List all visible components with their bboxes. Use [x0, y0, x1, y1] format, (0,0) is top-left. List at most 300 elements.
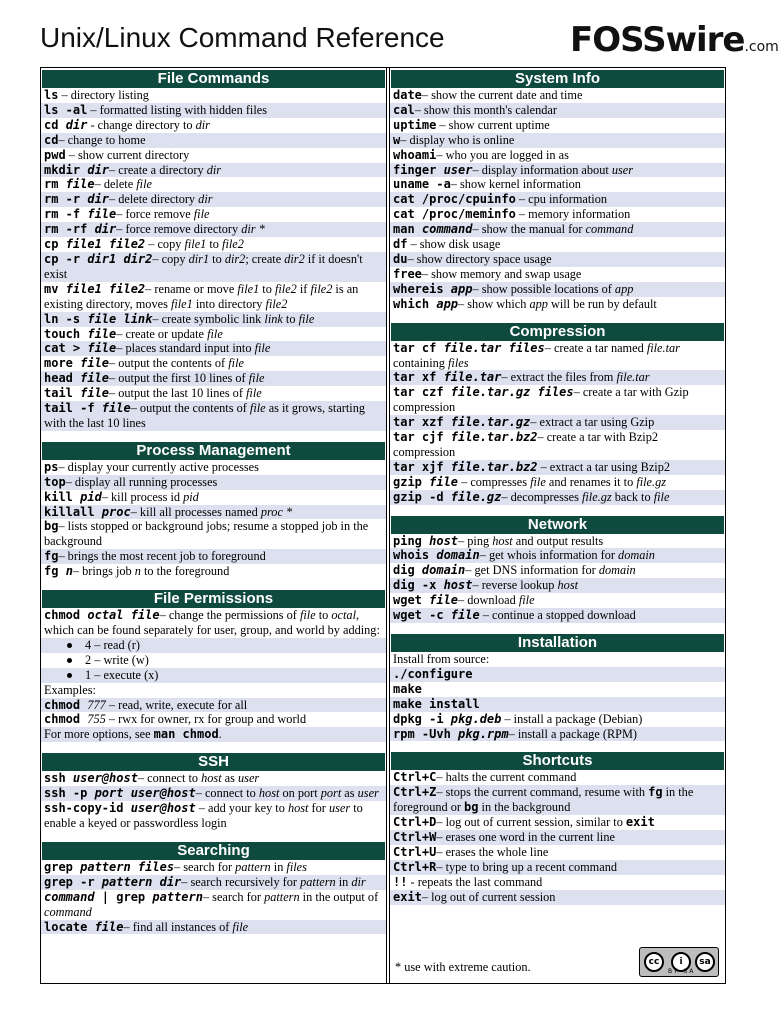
reference-entry [390, 415, 725, 430]
description-text: dir [195, 117, 210, 132]
description-text: pattern [235, 859, 271, 874]
description-text: – show which [458, 296, 530, 311]
command-text: file [450, 608, 480, 623]
reference-entry [390, 207, 725, 222]
command-text: cd [44, 132, 59, 147]
description-text: – continue a stopped download [479, 608, 636, 623]
description-text: – show disk usage [407, 237, 501, 252]
description-text: – search recursively for [181, 874, 301, 889]
reference-entry [41, 192, 386, 207]
command-text: mkdir [44, 162, 88, 177]
description-text: – reverse lookup [472, 578, 558, 593]
description-text: – create a tar named [544, 340, 647, 355]
description-text: file [530, 474, 546, 489]
description-text: – add your key to [195, 801, 288, 816]
description-text: host [492, 533, 513, 548]
description-text: – delete [94, 177, 137, 192]
command-text: rm -r [44, 192, 88, 207]
command-text: gzip -d [393, 489, 451, 504]
description-text: file [228, 356, 244, 371]
reference-entry [41, 207, 386, 222]
command-text: chmod [44, 712, 88, 727]
section-system-info [390, 70, 725, 312]
description-text: – show possible locations of [472, 281, 615, 296]
command-text: pwd [44, 147, 66, 162]
left-column [41, 68, 387, 983]
description-text: – halts the current command [436, 770, 577, 785]
command-text: make [393, 681, 422, 696]
command-text: fg [44, 549, 59, 564]
description-text: – display your currently active processes [58, 459, 259, 474]
description-text: to enable a keyed or passwordless login [44, 801, 363, 830]
description-text: file [653, 489, 670, 504]
command-text: dig -x [393, 578, 444, 593]
reference-entry [390, 890, 725, 905]
description-text: to the foreground [140, 564, 230, 579]
reference-entry [390, 297, 725, 312]
description-text: – decompresses [501, 489, 582, 504]
reference-entry [390, 875, 725, 890]
description-text: to [209, 251, 225, 266]
description-text: file.tar [646, 340, 680, 355]
description-text: file1 [184, 237, 207, 252]
command-text: ls -al [44, 102, 88, 117]
command-text: file [429, 593, 459, 608]
command-text: n [65, 564, 73, 579]
command-text: tar xjf [393, 459, 451, 474]
section-heading: Compression [391, 323, 724, 341]
description-text: host [557, 578, 579, 593]
description-text: – output the first 10 lines of [109, 371, 249, 386]
command-text: host [443, 578, 473, 593]
reference-entry [41, 890, 386, 920]
command-text: killall [44, 504, 102, 519]
command-text: dir [65, 117, 88, 132]
description-text: dir1 [188, 251, 210, 266]
reference-entry [390, 860, 725, 875]
reference-entry [390, 385, 725, 415]
description-text: host [201, 771, 222, 786]
description-text: pattern [300, 874, 336, 889]
reference-entry [41, 163, 386, 178]
reference-entry [390, 430, 725, 460]
description-text: . [218, 727, 222, 742]
command-text: domain [421, 563, 466, 578]
description-text: – create symbolic link [152, 311, 265, 326]
command-text: rm -rf [44, 222, 95, 237]
reference-entry [41, 920, 386, 935]
description-text: – show the manual for [472, 222, 586, 237]
description-text: – who you are logged in as [436, 147, 569, 162]
command-text: cp -r [44, 251, 88, 266]
reference-entry [41, 103, 386, 118]
command-text: ln -s [44, 311, 88, 326]
command-text: file [101, 401, 131, 416]
description-text: – create a tar with Gzip compression [393, 385, 689, 415]
reference-entry [390, 534, 725, 549]
description-text: – rename or move [145, 281, 238, 296]
command-text: dir [87, 192, 110, 207]
description-text: – install a package (Debian) [501, 711, 643, 726]
reference-entry [390, 548, 725, 563]
reference-entry [390, 712, 725, 727]
reference-entry [41, 564, 386, 579]
reference-entry [390, 237, 725, 252]
command-text: file [65, 177, 95, 192]
command-text: finger [393, 162, 444, 177]
creative-commons-badge [639, 947, 719, 977]
description-text: port [320, 786, 342, 801]
description-text: – show memory and swap usage [421, 266, 582, 281]
reference-entry [41, 386, 386, 401]
reference-entry [390, 148, 725, 163]
description-text: – stops the current command, resume with [436, 785, 649, 800]
reference-entry [41, 683, 386, 698]
command-text: pid [80, 489, 102, 504]
section-heading: Process Management [42, 442, 385, 460]
description-text: – get DNS information for [465, 563, 599, 578]
command-text: app [450, 281, 473, 296]
reference-entry [41, 771, 386, 786]
license-terms: BY SA [668, 968, 696, 975]
reference-entry [390, 252, 725, 267]
section-heading: System Info [391, 70, 724, 88]
description-text: – show directory space usage [407, 251, 552, 266]
command-text: dir [87, 162, 110, 177]
description-text: – log out of current session [421, 889, 556, 904]
description-text: – create a tar with Bzip2 compression [393, 430, 659, 459]
command-text: file.tar [443, 370, 502, 385]
bullet-item [41, 653, 386, 668]
command-text: Ctrl+D [393, 815, 437, 830]
command-text: ssh [44, 771, 73, 786]
description-text: dir2 [284, 251, 305, 266]
command-text: df [393, 237, 408, 252]
command-text: file1 file2 [65, 237, 146, 252]
section-gap [41, 831, 386, 841]
description-text: – force remove [116, 207, 194, 222]
description-text: file [248, 371, 265, 386]
bullet-item [41, 638, 386, 653]
reference-entry [41, 356, 386, 371]
command-text: man chmod [153, 727, 219, 742]
reference-entry [390, 830, 725, 845]
description-text: to [259, 281, 275, 296]
description-text: file2 [222, 237, 244, 252]
description-text: – kill all processes named [130, 504, 261, 519]
description-text: – show kernel information [450, 177, 581, 192]
description-text: host [258, 786, 280, 801]
command-text: | grep [94, 889, 153, 904]
reference-entry [390, 177, 725, 192]
reference-entry [41, 312, 386, 327]
command-text: make install [393, 696, 480, 711]
description-text: file.gz [581, 489, 612, 504]
description-text: dir [351, 874, 366, 889]
command-text: Ctrl+W [393, 830, 437, 845]
description-text: – read, write, execute for all [105, 697, 248, 712]
description-text: 1 – execute (x) [85, 667, 159, 682]
reference-entry [390, 770, 725, 785]
description-text: link [264, 311, 283, 326]
reference-entry [41, 401, 386, 431]
section-heading: Searching [42, 842, 385, 860]
reference-entry [41, 148, 386, 163]
page-header [0, 0, 779, 68]
description-text: file1 [170, 296, 193, 311]
description-text: user [357, 786, 379, 801]
reference-entry [41, 341, 386, 356]
description-text: – output the contents of [109, 356, 229, 371]
description-text: files [447, 355, 469, 370]
description-text: – display all running processes [65, 474, 218, 489]
section-gap [390, 312, 725, 322]
description-text: ; create [245, 251, 285, 266]
command-text: cat /proc/cpuinfo [393, 192, 516, 207]
description-text: file [232, 919, 249, 934]
right-column [389, 68, 725, 983]
description-text: – directory listing [58, 88, 149, 102]
section-heading: Shortcuts [391, 752, 724, 770]
description-text: – extract a tar using Gzip [530, 415, 655, 430]
reference-entry [390, 460, 725, 475]
fosswire-logo [570, 20, 779, 60]
command-text: ps [44, 459, 59, 474]
description-text: in the foreground or [393, 785, 694, 815]
command-text: file [80, 386, 110, 401]
command-text: bg [44, 519, 59, 534]
reference-entry [390, 652, 725, 667]
command-text: user@host [130, 801, 196, 816]
command-text: tar cjf [393, 430, 451, 445]
command-text: top [44, 474, 66, 489]
bullet-item [41, 668, 386, 683]
reference-entry [41, 875, 386, 890]
reference-entry [390, 845, 725, 860]
description-text: octal [331, 608, 356, 623]
description-text: – extract a tar using Bzip2 [537, 459, 670, 474]
reference-entry [41, 475, 386, 490]
command-text: fg [44, 564, 66, 579]
section-searching [41, 842, 386, 935]
share-alike-icon: sa [695, 952, 715, 972]
description-text: files [286, 859, 307, 874]
description-text: Install from source: [393, 652, 490, 666]
cc-icon: cc [644, 952, 664, 972]
attribution-icon: i [671, 952, 691, 972]
description-text: – delete directory [109, 192, 199, 207]
command-text: kill [44, 489, 81, 504]
command-text: pattern files [80, 859, 175, 874]
description-text: - repeats the last command [407, 874, 543, 889]
command-text: uname -a [393, 177, 451, 192]
description-text: to [282, 311, 299, 326]
section-shortcuts [390, 752, 725, 904]
reference-entry [41, 727, 386, 742]
description-text: – display who is online [400, 132, 515, 147]
logo-wordmark: FOSSwire [570, 20, 745, 60]
command-text: cal [393, 102, 415, 117]
reference-entry [41, 608, 386, 638]
reference-entry [41, 282, 386, 312]
command-text: ./configure [393, 666, 473, 681]
description-text: dir [198, 192, 213, 207]
command-text: wget -c [393, 608, 451, 623]
reference-entry [390, 475, 725, 490]
description-text: file [518, 593, 535, 608]
description-text: , which can be found separately for user, group, and world by adding: [44, 608, 380, 637]
command-text: command [421, 222, 473, 237]
description-text: – brings job [72, 564, 135, 579]
reference-entry [41, 327, 386, 342]
command-text: file [429, 474, 459, 489]
reference-entry [41, 133, 386, 148]
description-text: – find all instances of [123, 919, 233, 934]
description-text: user [611, 162, 634, 177]
description-text: back to [611, 489, 654, 504]
description-text: – show current uptime [436, 117, 550, 132]
command-text: file.tar files [443, 340, 545, 355]
description-text: – brings the most recent job to foreground [58, 549, 266, 564]
reference-entry [390, 370, 725, 385]
description-text: file [136, 177, 152, 192]
section-gap [41, 579, 386, 589]
description-text: and output results [512, 533, 604, 548]
command-text: more [44, 356, 81, 371]
command-text: dig [393, 563, 422, 578]
description-text: file1 [237, 281, 260, 296]
command-text: tar cf [393, 340, 444, 355]
description-text: n [134, 564, 141, 579]
description-text: and renames it to [545, 474, 637, 489]
reference-entry [41, 786, 386, 801]
description-text: – output the last 10 lines of [109, 386, 246, 401]
description-text: – change the permissions of [159, 608, 300, 623]
command-text: proc [101, 504, 131, 519]
description-text: for [308, 801, 329, 816]
description-text: – formatted listing with hidden files [87, 102, 268, 117]
command-text: dpkg -i [393, 711, 451, 726]
section-gap [41, 431, 386, 441]
reference-entry [41, 712, 386, 727]
right-sections [390, 70, 725, 905]
description-text: will be run by default [547, 296, 657, 311]
description-text: – create or update [116, 326, 208, 341]
description-text: – install a package (RPM) [508, 726, 638, 741]
description-text: file [207, 326, 223, 341]
reference-entry [41, 505, 386, 520]
description-text: user [238, 771, 260, 786]
command-text: file.tar.gz [450, 415, 531, 430]
reference-entry [390, 785, 725, 815]
command-text: fg [648, 785, 663, 800]
section-network [390, 516, 725, 623]
command-text: dir [94, 222, 117, 237]
command-text: app [436, 296, 459, 311]
logo-suffix: .com [744, 39, 779, 55]
command-text: file.tar.bz2 [450, 430, 538, 445]
section-gap [41, 742, 386, 752]
section-gap [390, 623, 725, 633]
reference-entry [390, 282, 725, 297]
reference-sheet [40, 67, 726, 984]
command-text: rm -f [44, 207, 88, 222]
command-text: cp [44, 237, 66, 252]
description-text: – memory information [515, 207, 631, 222]
reference-entry [390, 608, 725, 623]
reference-entry [390, 103, 725, 118]
description-text: – copy [152, 251, 189, 266]
command-text: mv [44, 281, 66, 296]
command-text: du [393, 251, 408, 266]
command-text: date [393, 88, 422, 102]
command-text: octal file [87, 608, 160, 623]
description-text: in [335, 874, 352, 889]
command-text: bg [464, 800, 479, 815]
description-text: file2 [310, 281, 333, 296]
reference-entry [390, 593, 725, 608]
description-text: – kill process id [101, 489, 184, 504]
reference-entry [390, 118, 725, 133]
section-gap [390, 741, 725, 751]
command-text: Ctrl+Z [393, 785, 437, 800]
description-text: if [296, 281, 311, 296]
command-text: tail -f [44, 401, 102, 416]
description-text: in the background [478, 800, 571, 815]
command-text: chmod [44, 608, 88, 623]
description-text: dir * [241, 222, 265, 237]
description-text: is an existing directory, moves [44, 281, 359, 311]
reference-entry [41, 237, 386, 252]
command-text: whereis [393, 281, 451, 296]
command-text: file [87, 341, 117, 356]
reference-entry [390, 578, 725, 593]
command-text: grep [44, 859, 81, 874]
command-text: file link [87, 311, 153, 326]
description-text: file [298, 311, 315, 326]
description-text: – get whois information for [479, 548, 619, 563]
command-text: tail [44, 386, 81, 401]
command-text: exit [625, 815, 655, 830]
description-text: – output the contents of [130, 401, 250, 416]
command-text: Ctrl+U [393, 844, 437, 859]
command-text: grep -r [44, 874, 102, 889]
command-text: cat /proc/meminfo [393, 207, 516, 222]
description-text: – type to bring up a recent command [436, 859, 617, 874]
command-text: Ctrl+R [393, 859, 437, 874]
description-text: – search for [202, 889, 265, 904]
command-text: ls [44, 88, 59, 102]
section-heading: Installation [391, 634, 724, 652]
description-text: – display information about [472, 162, 612, 177]
command-text: man [393, 222, 422, 237]
description-text: pid [183, 489, 199, 504]
command-text: cat > [44, 341, 88, 356]
reference-entry [41, 549, 386, 564]
description-text: file [246, 386, 262, 401]
command-text: command [44, 889, 95, 904]
description-text: command [44, 904, 92, 919]
description-text: file.tar [616, 370, 650, 385]
description-text: into directory [192, 296, 266, 311]
description-text: – connect to [137, 771, 202, 786]
command-text: cd [44, 117, 66, 132]
description-text: Examples: [44, 682, 96, 697]
command-text: exit [393, 889, 422, 904]
description-text: dir [206, 162, 222, 177]
description-text: - change directory to [87, 117, 196, 132]
description-text: file2 [265, 296, 288, 311]
